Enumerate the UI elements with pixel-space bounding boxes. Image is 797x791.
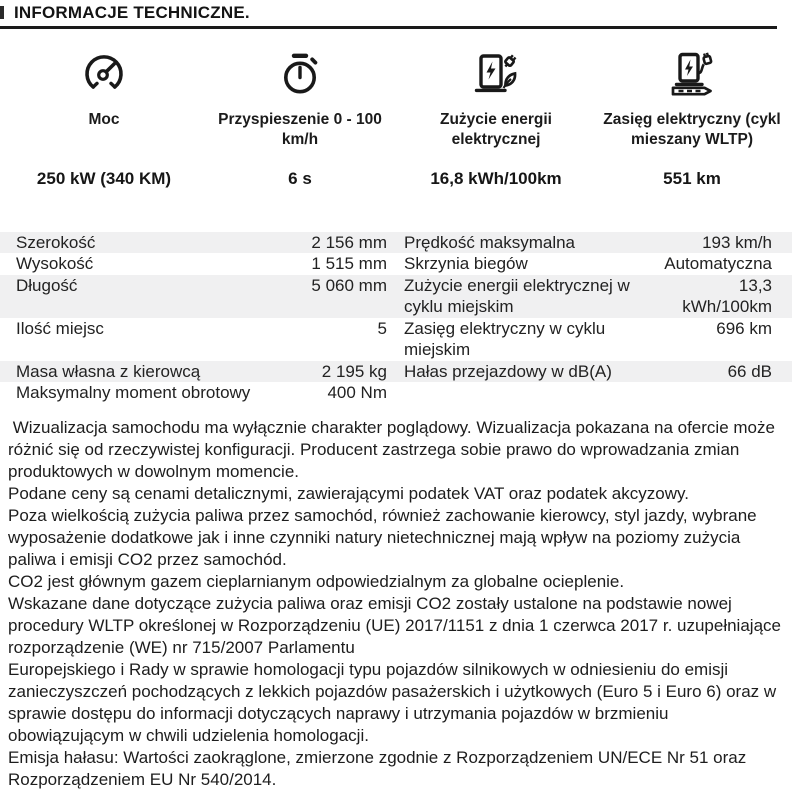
spec-table xyxy=(0,232,792,404)
disclaimer-paragraph: Podane ceny są cenami detalicznymi, zawierającymi podatek VAT oraz podatek akcyzowy. xyxy=(8,483,689,503)
section-header xyxy=(0,0,797,29)
disclaimer xyxy=(8,417,787,791)
highlight-value: 16,8 kWh/100km xyxy=(430,168,562,188)
disclaimer-paragraph: Europejskiego i Rady w sprawie homologacji typu pojazdów silnikowych w odniesieniu do emisji zanieczyszczeń pochodzących z lekkich pojazdów pasażerskich i użytkowych (Euro 5 i Euro 6) oraz w sprawie dostępu do informacji dotyczących naprawy i utrzymania pojazdów w brzmieniu obowiązującym w chwili udzielenia homologacji. xyxy=(8,659,781,745)
highlight-label: Zużycie energii elektrycznej xyxy=(440,110,552,148)
spec-value: 1 515 mm xyxy=(311,254,387,273)
spec-value: 66 dB xyxy=(727,361,772,381)
spec-label: Maksymalny moment obrotowy xyxy=(16,383,251,402)
spec-row xyxy=(0,382,792,404)
highlight-label: Moc xyxy=(88,110,120,128)
cropped-edge-artifact xyxy=(0,6,4,19)
disclaimer-paragraph: Wizualizacja samochodu ma wyłącznie charakter poglądowy. Wizualizacja pokazana na ofercie może różnić się od rzeczywistej konfiguracji. Producent zastrzega sobie prawo do wprowadzania zmian produktowych w dowolnym momencie. xyxy=(8,417,780,481)
disclaimer-paragraph: Poza wielkością zużycia paliwa przez samochód, również zachowanie kierowcy, styl jazdy, wybrane wyposażenie dodatkowe jak i inne czynniki natury nietechnicznej mają wpływ na poziomy zużycia paliwa i emisji CO2 przez samochód. xyxy=(8,505,762,569)
spec-value xyxy=(660,382,792,404)
spec-value: 5 xyxy=(377,318,387,338)
spec-value: 696 km xyxy=(716,318,772,338)
spec-value: Automatyczna xyxy=(664,254,772,273)
spec-row xyxy=(0,318,792,361)
highlight-acceleration xyxy=(202,47,398,189)
spec-label: Skrzynia biegów xyxy=(404,254,528,273)
highlight-value: 6 s xyxy=(288,168,312,188)
spec-label: Zasięg elektryczny w cyklu miejskim xyxy=(404,318,606,359)
highlight-label: Zasięg elektryczny (cykl mieszany WLTP) xyxy=(603,110,781,148)
highlights-row xyxy=(6,47,790,189)
spec-label: Hałas przejazdowy w dB(A) xyxy=(404,361,612,381)
highlight-value: 551 km xyxy=(663,168,721,188)
section-title: INFORMACJE TECHNICZNE. xyxy=(14,3,250,22)
spec-value: 5 060 mm xyxy=(311,275,387,295)
spec-value: 400 Nm xyxy=(327,383,387,402)
spec-label: Szerokość xyxy=(16,232,96,252)
spec-value: 2 156 mm xyxy=(311,232,387,252)
stopwatch-icon xyxy=(202,47,398,99)
spec-label: Masa własna z kierowcą xyxy=(16,361,201,381)
highlight-label: Przyspieszenie 0 - 100 km/h xyxy=(218,110,382,148)
spec-row xyxy=(0,361,792,383)
spec-label: Wysokość xyxy=(16,254,94,273)
highlight-energy-consumption xyxy=(398,47,594,189)
spec-label: Długość xyxy=(16,275,78,295)
spec-row xyxy=(0,232,792,254)
header-underline xyxy=(0,26,777,29)
highlight-power xyxy=(6,47,202,189)
disclaimer-paragraph: CO2 jest głównym gazem cieplarnianym odpowiedzialnym za globalne ocieplenie. xyxy=(8,571,625,591)
spec-row xyxy=(0,253,792,275)
spec-label xyxy=(388,382,660,404)
spec-label: Prędkość maksymalna xyxy=(404,232,576,252)
spec-value: 13,3 kWh/100km xyxy=(682,275,772,316)
disclaimer-paragraph: Emisja hałasu: Wartości zaokrąglone, zmierzone zgodnie z Rozporządzeniem UN/ECE Nr 51 oraz Rozporządzeniem EU Nr 540/2014. xyxy=(8,747,751,789)
spec-value: 193 km/h xyxy=(702,232,772,252)
spec-label: Ilość miejsc xyxy=(16,318,104,338)
ev-range-icon xyxy=(594,47,790,99)
spec-row xyxy=(0,275,792,318)
gauge-icon xyxy=(6,47,202,99)
spec-value: 2 195 kg xyxy=(321,361,387,381)
highlight-ev-range xyxy=(594,47,790,189)
eco-charging-icon xyxy=(398,47,594,99)
highlight-value: 250 kW (340 KM) xyxy=(36,168,172,188)
disclaimer-paragraph: Wskazane dane dotyczące zużycia paliwa oraz emisji CO2 zostały ustalone na podstawie nowej procedury WLTP określonej w Rozporządzeniu (UE) 2017/1151 z dnia 1 czerwca 2017 r. uzupełniające rozporządzenie (WE) nr 715/2007 Parlamentu xyxy=(8,593,786,657)
spec-label: Zużycie energii elektrycznej w cyklu miejskim xyxy=(404,275,630,316)
